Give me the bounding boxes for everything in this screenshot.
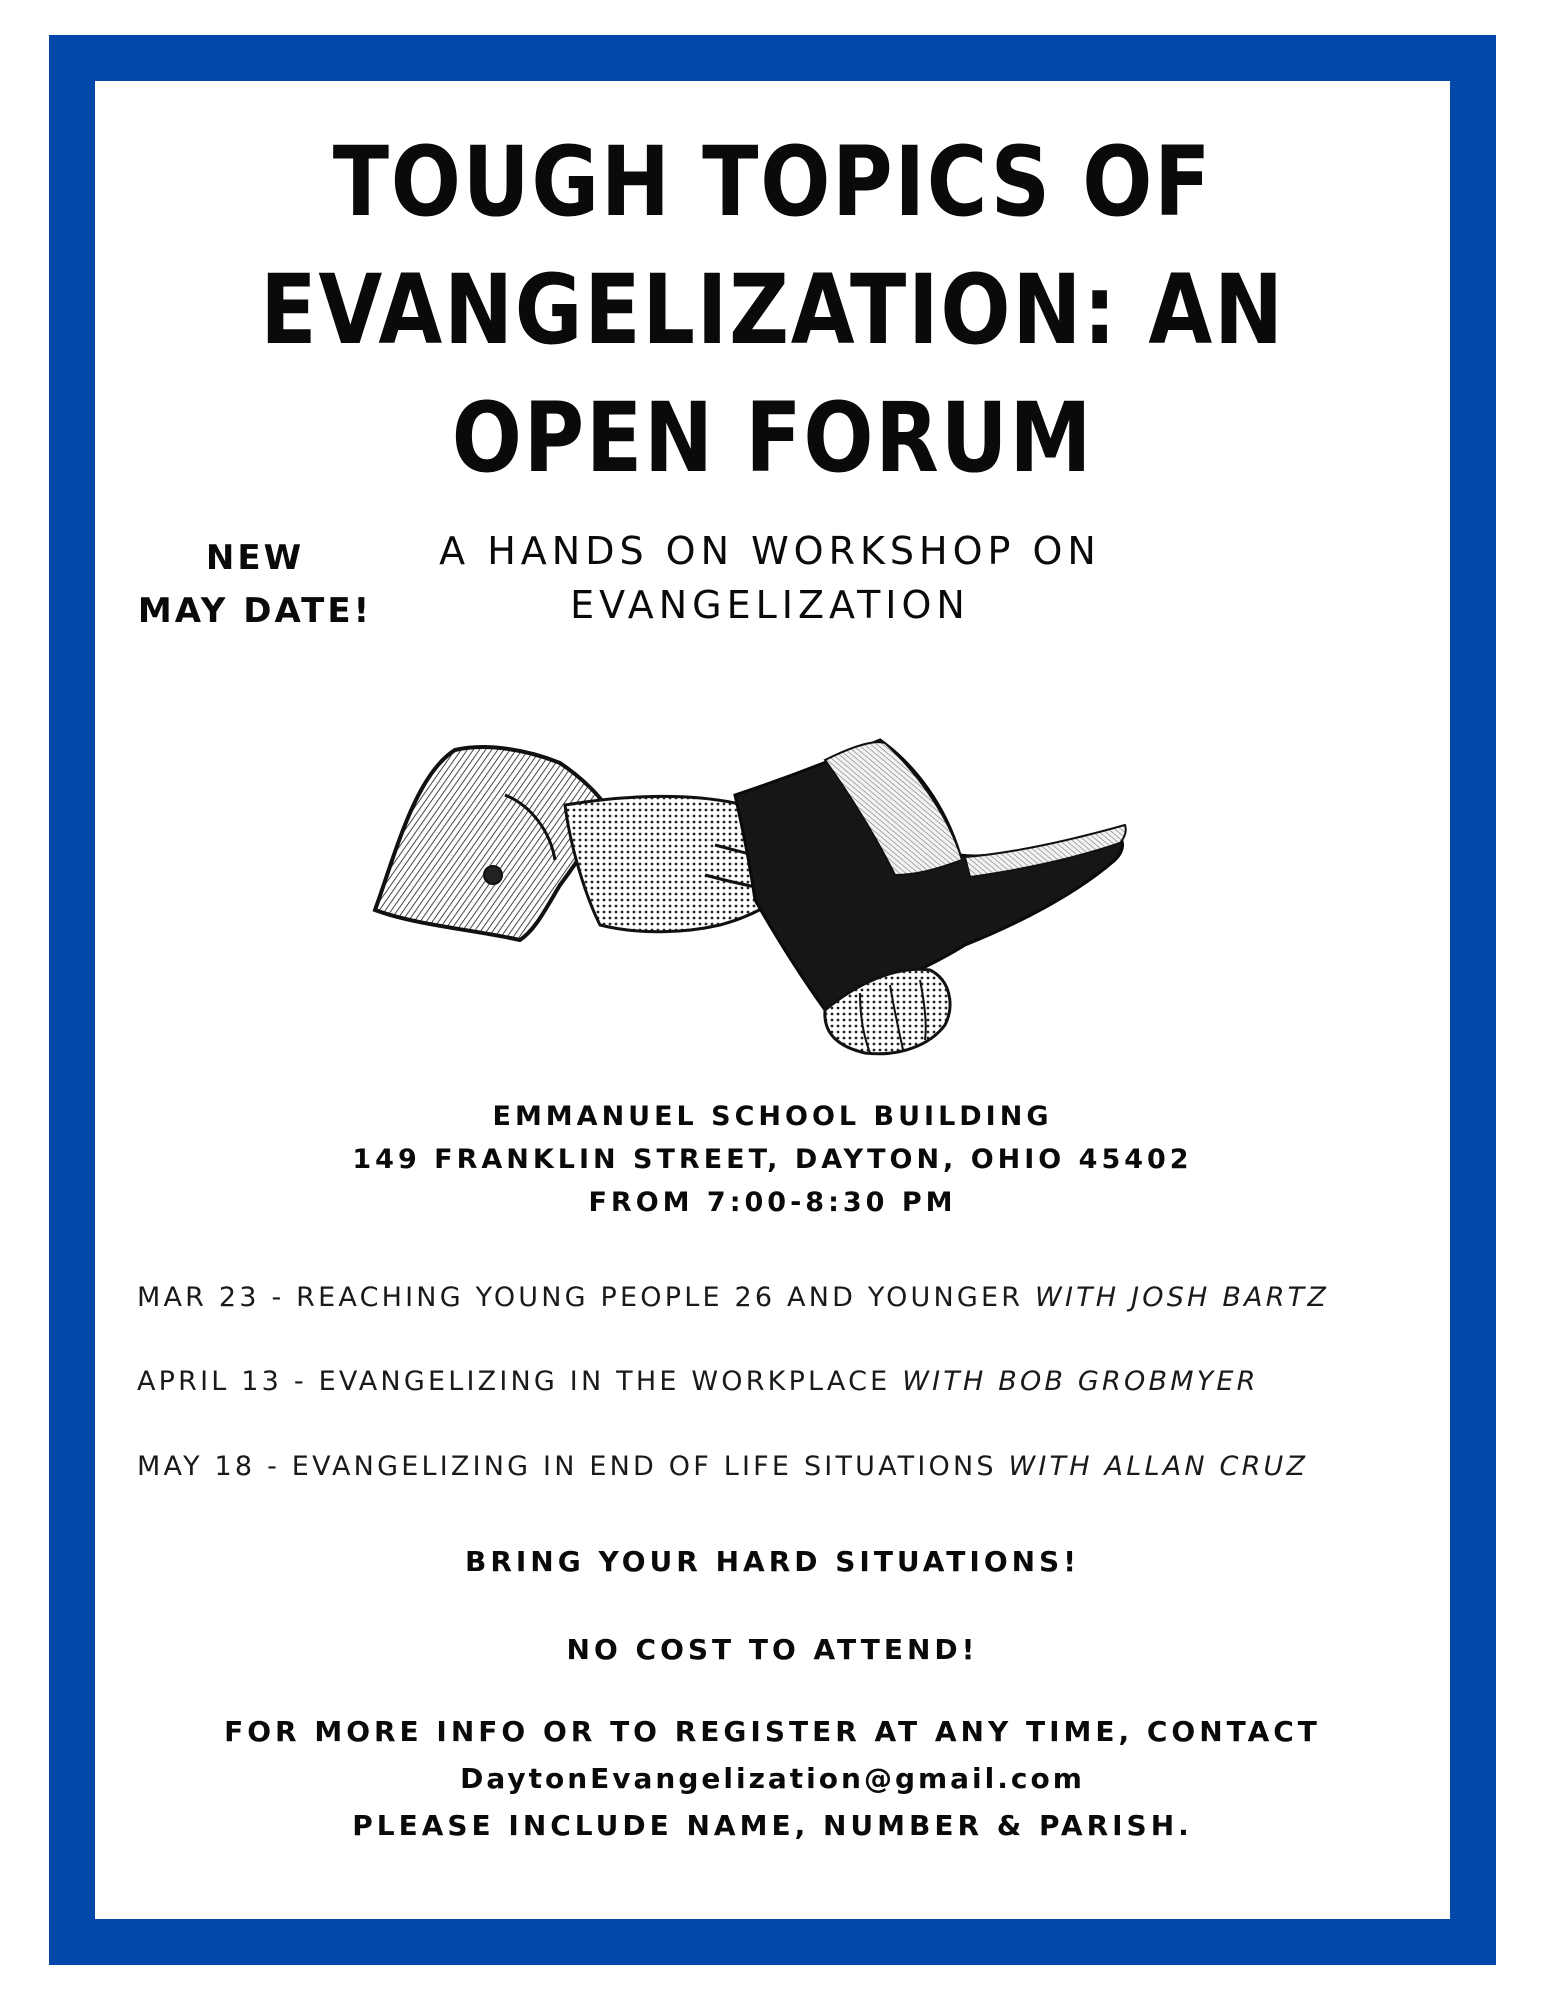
flyer-title — [108, 118, 1437, 502]
contact-block — [0, 1708, 1545, 1849]
session-item — [137, 1282, 1329, 1313]
session-item — [137, 1366, 1259, 1397]
bring-situations-callout: BRING YOUR HARD SITUATIONS! — [464, 1545, 1080, 1578]
title-line-2: EVANGELIZATION: AN — [260, 254, 1285, 366]
contact-email: DaytonEvangelization@gmail.com — [460, 1762, 1085, 1795]
session-topic: MAR 23 - REACHING YOUNG PEOPLE 26 AND YOUNGER — [137, 1282, 1036, 1313]
subtitle-line-2: EVANGELIZATION — [570, 583, 970, 627]
badge-line-1: NEW — [205, 538, 305, 578]
title-line-3: OPEN FORUM — [451, 382, 1094, 494]
venue-address: 149 FRANKLIN STREET, DAYTON, OHIO 45402 — [352, 1144, 1193, 1175]
venue-name: EMMANUEL SCHOOL BUILDING — [492, 1101, 1053, 1132]
badge-line-2: MAY DATE! — [137, 591, 373, 631]
session-item — [137, 1451, 1308, 1482]
subtitle-line-1: A HANDS ON WORKSHOP ON — [439, 529, 1101, 573]
venue-block — [0, 1095, 1545, 1224]
contact-instructions: PLEASE INCLUDE NAME, NUMBER & PARISH. — [352, 1809, 1193, 1842]
session-speaker: WITH ALLAN CRUZ — [1008, 1451, 1309, 1482]
flyer-subtitle — [350, 524, 1190, 632]
venue-time: FROM 7:00-8:30 PM — [588, 1187, 957, 1218]
hand-holding-book-icon — [355, 735, 1255, 1065]
title-line-1: TOUGH TOPICS OF — [332, 126, 1213, 238]
no-cost-callout: NO COST TO ATTEND! — [566, 1633, 979, 1666]
session-topic: MAY 18 - EVANGELIZING IN END OF LIFE SITUATIONS — [137, 1451, 1009, 1482]
session-topic: APRIL 13 - EVANGELIZING IN THE WORKPLACE — [137, 1366, 903, 1397]
session-speaker: WITH JOSH BARTZ — [1035, 1282, 1330, 1313]
contact-line: FOR MORE INFO OR TO REGISTER AT ANY TIME, CONTACT — [224, 1715, 1321, 1748]
session-speaker: WITH BOB GROBMYER — [902, 1366, 1259, 1397]
